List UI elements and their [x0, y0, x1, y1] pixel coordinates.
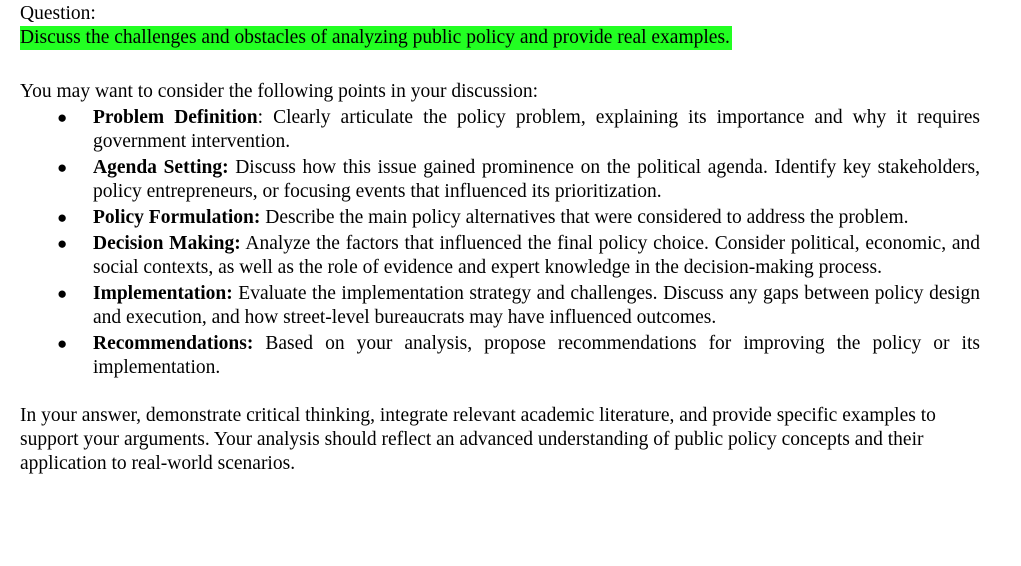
bullet-icon: ●: [57, 108, 68, 127]
point-title: Policy Formulation:: [93, 207, 261, 228]
list-item-problem-definition: [20, 106, 980, 154]
list-item-agenda-setting: [20, 156, 980, 204]
intro-text: You may want to consider the following points in your discussion:: [20, 81, 538, 102]
list-item-implementation: [20, 282, 980, 330]
point-text: Discuss how this issue gained prominence on the political agenda. Identify key stakeholders, policy entrepreneurs, or focusing events that influenced its prioritization.: [93, 157, 980, 202]
list-item-policy-formulation: [20, 206, 980, 230]
document-page: [20, 2, 1000, 476]
point-title: Recommendations:: [93, 333, 254, 354]
discussion-points-list: [20, 106, 1000, 380]
point-text: Based on your analysis, propose recommendations for improving the policy or its implementation.: [93, 333, 980, 378]
point-text: Evaluate the implementation strategy and challenges. Discuss any gaps between policy design and execution, and how street-level bureaucrats may have influenced outcomes.: [93, 283, 980, 328]
bullet-icon: ●: [57, 158, 68, 177]
list-item-decision-making: [20, 232, 980, 280]
point-title: Problem Definition: [93, 107, 258, 128]
question-text-highlighted: Discuss the challenges and obstacles of analyzing public policy and provide real examples.: [20, 27, 730, 48]
point-title: Agenda Setting:: [93, 157, 229, 178]
bullet-icon: ●: [57, 208, 68, 227]
point-text: Analyze the factors that influenced the final policy choice. Consider political, economic, and social contexts, as well as the role of evidence and expert knowledge in the decision-making process.: [93, 233, 980, 278]
point-title: Implementation:: [93, 283, 233, 304]
bullet-icon: ●: [57, 234, 68, 253]
question-label: Question:: [20, 3, 96, 24]
bullet-icon: ●: [57, 284, 68, 303]
point-title: Decision Making:: [93, 233, 241, 254]
bullet-icon: ●: [57, 334, 68, 353]
closing-paragraph: In your answer, demonstrate critical thinking, integrate relevant academic literature, and provide specific examples to support your arguments. Your analysis should reflect an advanced understanding of public policy concepts and their application to real-world scenarios.: [20, 405, 936, 474]
question-line: [20, 26, 1000, 54]
list-item-recommendations: [20, 332, 980, 380]
point-text: Describe the main policy alternatives that were considered to address the problem.: [260, 207, 909, 228]
point-text: : Clearly articulate the policy problem, explaining its importance and why it requires government intervention.: [93, 107, 980, 152]
